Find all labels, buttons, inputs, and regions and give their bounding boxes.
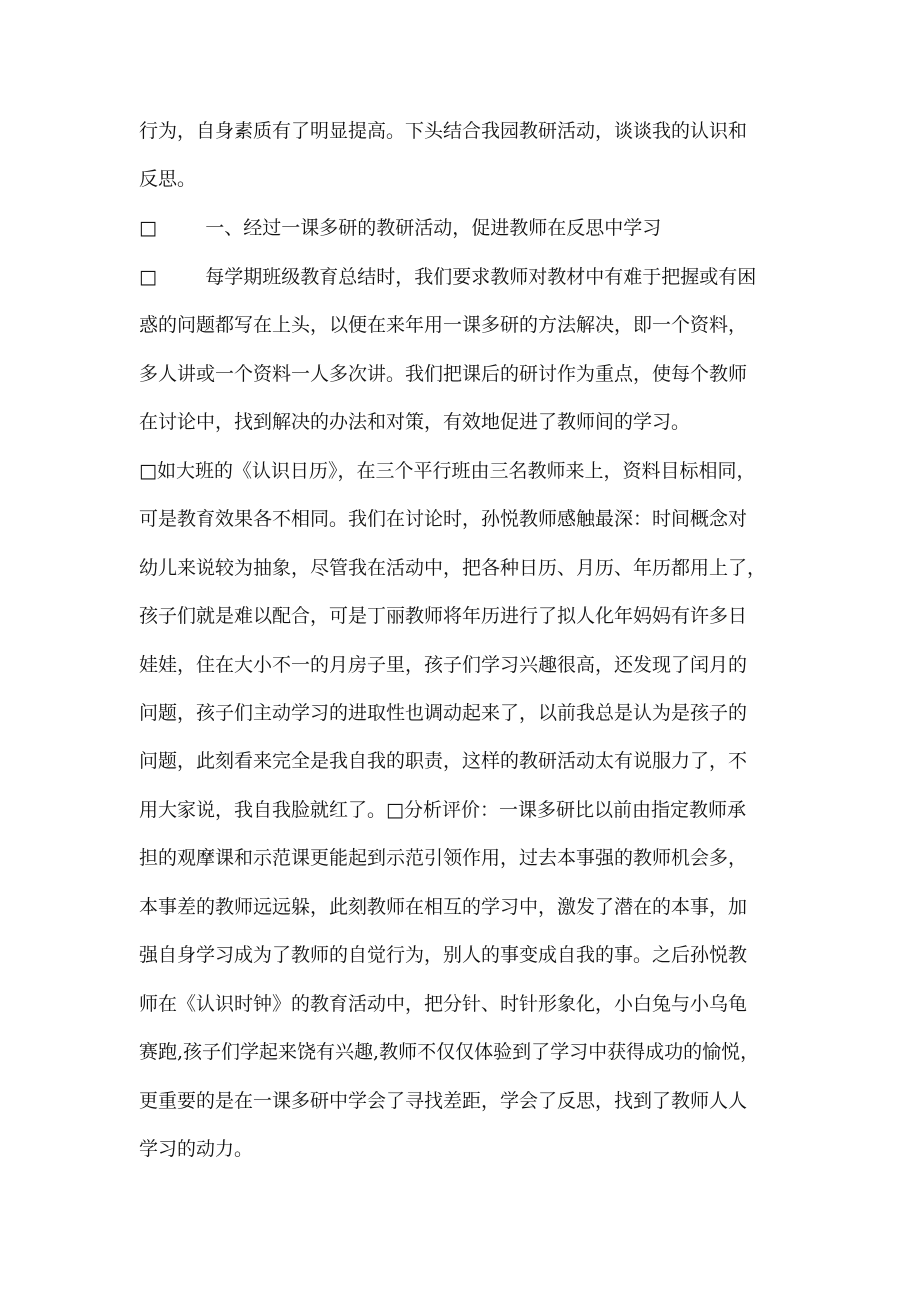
text-line: 幼儿来说较为抽象，尽管我在活动中，把各种日历、月历、年历都用上了， <box>139 557 767 579</box>
text-line: 更重要的是在一课多研中学会了寻找差距，学会了反思，找到了教师人人 <box>139 1090 748 1112</box>
text-line: 惑的问题都写在上头，以便在来年用一课多研的方法解决，即一个资料， <box>139 314 748 336</box>
section-heading: □ 一、经过一课多研的教研活动，促进教师在反思中学习 <box>139 217 662 239</box>
text-line: 担的观摩课和示范课更能起到示范引领作用，过去本事强的教师机会多， <box>139 847 748 869</box>
text-line: 多人讲或一个资料一人多次讲。我们把课后的研讨作为重点，使每个教师 <box>139 363 748 385</box>
text-line: □如大班的《认识日历》，在三个平行班由三名教师来上，资料目标相同， <box>139 460 756 482</box>
text-line: 反思。 <box>139 168 197 190</box>
text-line: 可是教育效果各不相同。我们在讨论时，孙悦教师感触最深：时间概念对 <box>139 508 748 530</box>
text-line: 孩子们就是难以配合，可是丁丽教师将年历进行了拟人化年妈妈有许多日 <box>139 605 748 627</box>
text-line: 行为，自身素质有了明显提高。下头结合我园教研活动，谈谈我的认识和 <box>139 120 748 142</box>
text-line: 问题，孩子们主动学习的进取性也调动起来了，以前我总是认为是孩子的 <box>139 702 748 724</box>
text-line: 赛跑,孩子们学起来饶有兴趣,教师不仅仅体验到了学习中获得成功的愉悦， <box>139 1041 760 1063</box>
text-line: □ 每学期班级教育总结时，我们要求教师对教材中有难于把握或有困 <box>139 266 757 288</box>
text-line: 师在《认识时钟》的教育活动中，把分针、时针形象化，小白兔与小乌龟 <box>139 993 748 1015</box>
text-line: 强自身学习成为了教师的自觉行为，别人的事变成自我的事。之后孙悦教 <box>139 944 748 966</box>
text-line: 学习的动力。 <box>139 1138 254 1160</box>
text-line: 在讨论中，找到解决的办法和对策，有效地促进了教师间的学习。 <box>139 411 691 433</box>
text-line: 问题，此刻看来完全是我自我的职责，这样的教研活动太有说服力了，不 <box>139 750 748 772</box>
text-line: 娃娃，住在大小不一的月房子里，孩子们学习兴趣很高，还发现了闰月的 <box>139 654 748 676</box>
text-line: 本事差的教师远远躲，此刻教师在相互的学习中，激发了潜在的本事，加 <box>139 896 748 918</box>
text-line: 用大家说，我自我脸就红了。□分析评价：一课多研比以前由指定教师承 <box>139 799 746 821</box>
